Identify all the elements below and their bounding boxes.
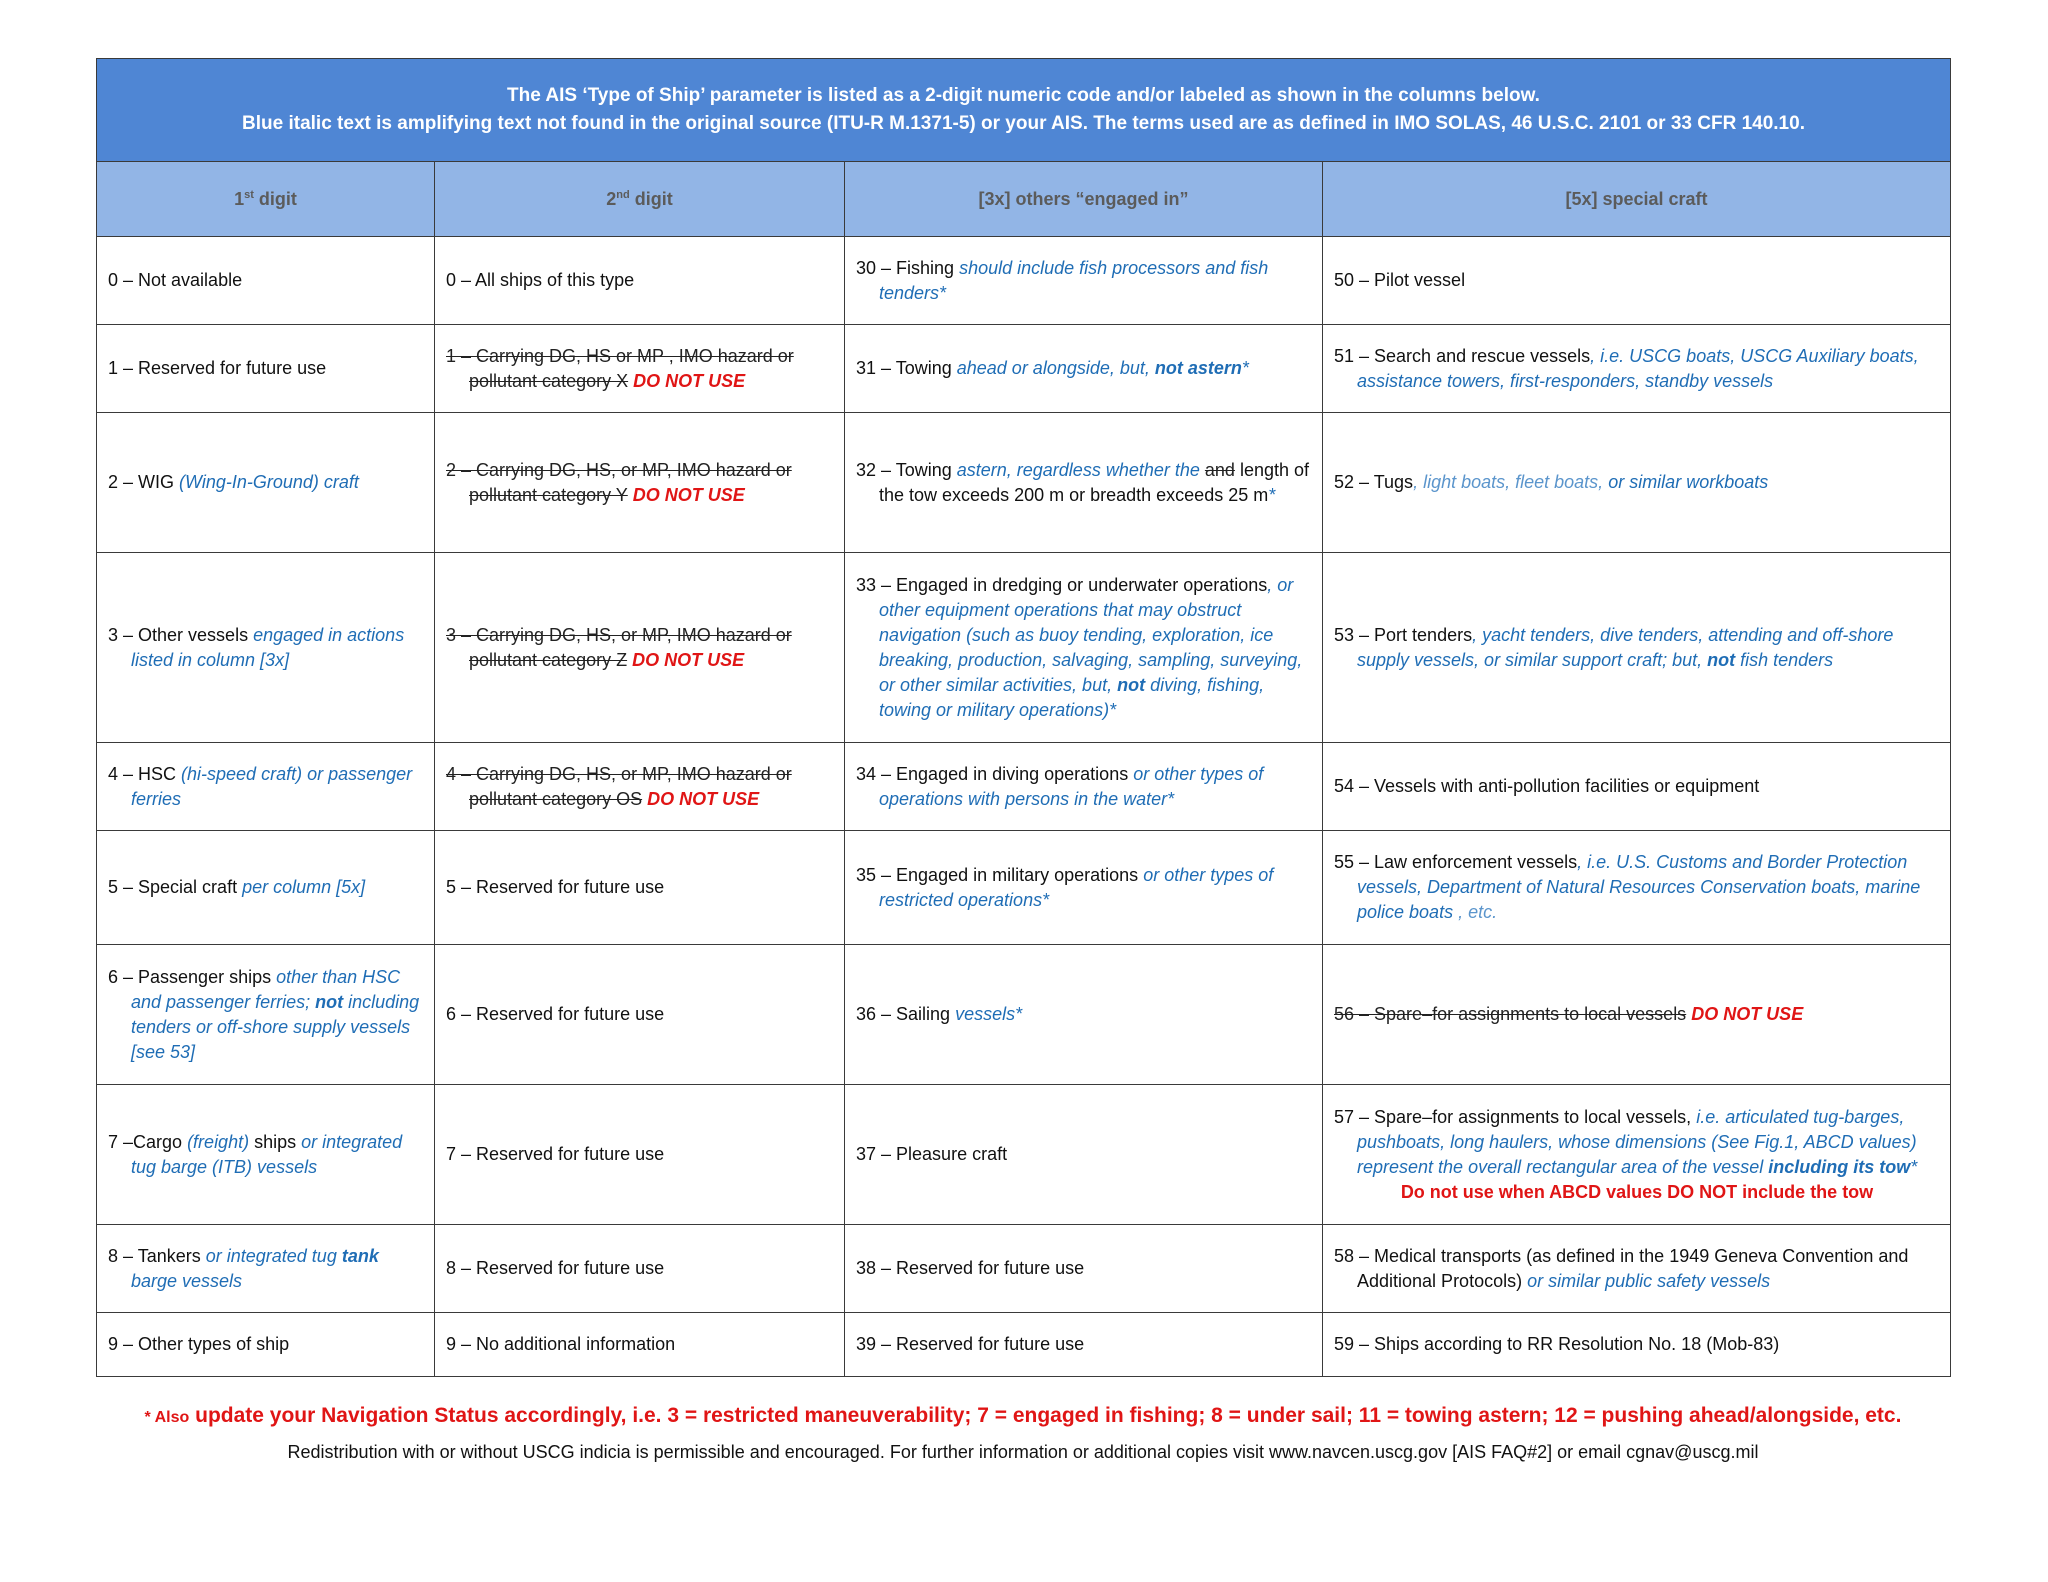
cell-segment: other than HSC and passenger ferries; <box>131 966 401 1012</box>
cell-segment: 5 – Reserved for future use <box>446 877 665 897</box>
table-cell <box>845 237 1323 325</box>
table-cell <box>845 1313 1323 1377</box>
cell-segment: 9 – Other types of ship <box>108 1334 290 1354</box>
cell-segment: (hi-speed craft) or passenger ferries <box>131 763 413 809</box>
cell-segment: , i.e. USCG boats, USCG Auxiliary boats, assistance towers, first-responders, standby vessels <box>1357 345 1919 391</box>
table-cell <box>97 413 435 553</box>
table-cell <box>97 831 435 945</box>
cell-segment: 0 – Not available <box>108 270 243 290</box>
cell-text <box>1334 470 1940 495</box>
cell-segment: 52 – Tugs <box>1334 472 1414 492</box>
cell-text <box>856 1332 1312 1357</box>
cell-segment: , i.e. U.S. Customs and Border Protection vessels, Department of Natural Resources Conservation boats, marine police boats <box>1357 852 1921 922</box>
cell-text <box>1334 268 1940 293</box>
cell-segment: not <box>315 991 344 1012</box>
cell-text <box>1334 1105 1940 1180</box>
cell-segment: (freight) <box>187 1131 250 1152</box>
cell-segment: or integrated tug <box>205 1245 342 1266</box>
table-cell <box>435 1313 845 1377</box>
column-header-first-digit <box>97 162 435 237</box>
cell-text <box>856 458 1312 508</box>
cell-text <box>446 875 834 900</box>
table-row <box>97 413 1951 553</box>
table-cell <box>1323 743 1951 831</box>
cell-segment: astern, regardless whether the <box>956 459 1205 480</box>
cell-segment: fish tenders <box>1735 649 1834 670</box>
cell-segment: DO NOT USE <box>1686 1004 1804 1024</box>
cell-text <box>856 863 1312 913</box>
column-header-second-digit <box>435 162 845 237</box>
cell-text <box>108 356 424 381</box>
table-cell <box>435 413 845 553</box>
cell-segment: length of the tow exceeds 200 m or breadth exceeds 25 m <box>879 459 1309 505</box>
table-cell <box>435 325 845 413</box>
cell-segment: 3 – Other vessels <box>108 624 254 645</box>
table-row <box>97 325 1951 413</box>
cell-segment: 38 – Reserved for future use <box>856 1258 1085 1278</box>
table-cell <box>435 237 845 325</box>
cell-text <box>1334 774 1940 799</box>
cell-text <box>108 623 424 673</box>
table-cell <box>1323 831 1951 945</box>
table-row <box>97 743 1951 831</box>
header-rest: digit <box>629 188 673 209</box>
cell-text <box>446 623 834 673</box>
cell-segment: 3 – Carrying DG, HS, or MP, IMO hazard or pollutant category Z <box>446 624 792 670</box>
cell-segment: 4 – HSC <box>108 763 182 784</box>
cell-segment: 7 – Reserved for future use <box>446 1144 665 1164</box>
table-row <box>97 831 1951 945</box>
cell-text <box>856 762 1312 812</box>
column-header-5x: [5x] special craft <box>1323 162 1951 237</box>
table-cell <box>435 945 845 1085</box>
cell-text <box>446 268 834 293</box>
cell-segment: (Wing-In-Ground) craft <box>179 472 359 492</box>
cell-segment: 7 –Cargo <box>108 1131 188 1152</box>
cell-text <box>1334 344 1940 394</box>
cell-segment: 56 – Spare–for assignments to local vessels <box>1334 1004 1687 1024</box>
cell-segment: or similar public safety vessels <box>1527 1270 1771 1291</box>
cell-segment: DO NOT USE <box>642 788 760 809</box>
cell-text <box>446 1002 834 1027</box>
footer-redistribution: Redistribution with or without USCG indicia is permissible and encouraged. For further information or additional copies visit www.navcen.uscg.gov [AIS FAQ#2] or email cgnav@uscg.mil <box>287 1442 1759 1462</box>
table-cell <box>435 831 845 945</box>
cell-text <box>108 1332 424 1357</box>
table-cell <box>1323 945 1951 1085</box>
banner-line-1: The AIS ‘Type of Ship’ parameter is listed as a 2-digit numeric code and/or labeled as shown in the columns below. <box>507 85 1540 106</box>
cell-warning-note: Do not use when ABCD values DO NOT include the tow <box>1400 1181 1874 1202</box>
footer-nav-status-note <box>96 1404 1950 1428</box>
cell-text <box>1334 1332 1940 1357</box>
cell-segment: , etc. <box>1458 902 1498 922</box>
cell-segment: not <box>1707 649 1736 670</box>
cell-segment: engaged in actions listed in column [3x] <box>131 624 405 670</box>
table-cell <box>97 1313 435 1377</box>
cell-segment: 8 – Reserved for future use <box>446 1258 665 1278</box>
table-cell <box>97 945 435 1085</box>
cell-text <box>446 344 834 394</box>
cell-text <box>1334 1244 1940 1294</box>
column-header-3x: [3x] others “engaged in” <box>845 162 1323 237</box>
cell-segment: * <box>1910 1156 1918 1177</box>
table-cell <box>97 237 435 325</box>
table-cell <box>1323 1225 1951 1313</box>
table-cell <box>97 1085 435 1225</box>
ais-type-table <box>96 58 1951 1377</box>
cell-segment: , yacht tenders, dive tenders, attending and off-shore supply vessels, or similar support craft; but, <box>1357 624 1894 670</box>
cell-text <box>446 1256 834 1281</box>
cell-segment: 33 – Engaged in dredging or underwater operations <box>856 574 1268 595</box>
cell-segment: 30 – Fishing <box>856 257 960 278</box>
table-cell <box>97 325 435 413</box>
table-cell <box>97 1225 435 1313</box>
table-row <box>97 553 1951 743</box>
cell-segment: or integrated tug barge (ITB) vessels <box>131 1131 403 1177</box>
cell-segment: or similar workboats <box>1608 472 1769 492</box>
cell-segment: 1 – Carrying DG, HS or MP , IMO hazard or pollutant category X <box>446 345 794 391</box>
cell-segment: 6 – Passenger ships <box>108 966 277 987</box>
cell-segment: and <box>1204 459 1235 480</box>
cell-segment: 54 – Vessels with anti-pollution facilities or equipment <box>1334 776 1760 796</box>
table-cell <box>435 553 845 743</box>
cell-text <box>108 965 424 1065</box>
cell-segment: DO NOT USE <box>627 649 745 670</box>
cell-text <box>108 762 424 812</box>
cell-segment: 6 – Reserved for future use <box>446 1004 665 1024</box>
table-cell <box>1323 1313 1951 1377</box>
table-cell <box>845 553 1323 743</box>
table-row <box>97 1085 1951 1225</box>
table-cell <box>1323 237 1951 325</box>
cell-text <box>1334 623 1940 673</box>
cell-segment: diving, fishing, towing or military operations)* <box>879 674 1265 720</box>
cell-segment: 34 – Engaged in diving operations <box>856 763 1134 784</box>
cell-segment: DO NOT USE <box>628 370 746 391</box>
cell-segment: 50 – Pilot vessel <box>1334 270 1466 290</box>
table-cell <box>1323 553 1951 743</box>
header-sup: nd <box>616 188 630 201</box>
cell-segment: 32 – Towing <box>856 459 957 480</box>
cell-segment: tank <box>341 1245 379 1266</box>
cell-text <box>856 573 1312 723</box>
header-num: 2 <box>606 188 617 209</box>
table-cell <box>845 1225 1323 1313</box>
cell-segment: including tenders or off-shore supply vessels [see 53] <box>131 991 420 1062</box>
cell-segment: ahead or alongside, but, <box>956 358 1155 378</box>
cell-text <box>856 256 1312 306</box>
table-row <box>97 1225 1951 1313</box>
table-cell <box>435 743 845 831</box>
cell-segment: i.e. articulated tug-barges, pushboats, long haulers, whose dimensions (See Fig.1, ABCD values) represent the overall rectangular area of the vessel <box>1357 1106 1917 1177</box>
cell-segment: , or other equipment operations that may obstruct navigation (such as buoy tending, exploration, ice breaking, production, salvaging, sampling, surveying, or other similar activities, but, <box>879 574 1303 695</box>
cell-segment: 37 – Pleasure craft <box>856 1144 1008 1164</box>
cell-text <box>108 470 424 495</box>
table-cell <box>1323 325 1951 413</box>
cell-text <box>856 1002 1312 1027</box>
header-num: 1 <box>234 188 245 209</box>
cell-segment: 31 – Towing <box>856 358 957 378</box>
cell-segment: not astern <box>1154 358 1242 378</box>
table-cell <box>845 325 1323 413</box>
cell-segment: 39 – Reserved for future use <box>856 1334 1085 1354</box>
cell-segment: 5 – Special craft <box>108 877 243 897</box>
cell-segment: DO NOT USE <box>627 484 745 505</box>
cell-text <box>446 1142 834 1167</box>
footer-star-text: update your Navigation Status accordingly, i.e. 3 = restricted maneuverability; 7 = engaged in fishing; 8 = under sail; 11 = towing astern; 12 = pushing ahead/alongside, etc. <box>189 1404 1902 1427</box>
cell-text <box>446 762 834 812</box>
cell-segment: 51 – Search and rescue vessels <box>1334 345 1591 366</box>
banner-line-2: Blue italic text is amplifying text not found in the original source (ITU-R M.1371-5) or your AIS. The terms used are as defined in IMO SOLAS, 46 U.S.C. 2101 or 33 CFR 140.10. <box>242 113 1805 134</box>
table-row <box>97 1313 1951 1377</box>
cell-segment: 53 – Port tenders <box>1334 624 1473 645</box>
table-cell <box>845 743 1323 831</box>
cell-segment: vessels* <box>955 1004 1023 1024</box>
cell-segment: per column [5x] <box>242 877 366 897</box>
cell-text <box>108 1130 424 1180</box>
cell-segment: 4 – Carrying DG, HS, or MP, IMO hazard or pollutant category OS <box>446 763 792 809</box>
cell-segment: 8 – Tankers <box>108 1245 206 1266</box>
cell-text <box>856 1256 1312 1281</box>
ais-type-of-ship-sheet <box>96 58 1950 1377</box>
cell-segment: 0 – All ships of this type <box>446 270 635 290</box>
cell-segment: ships <box>249 1131 302 1152</box>
cell-segment: 2 – WIG <box>108 472 180 492</box>
table-cell <box>97 743 435 831</box>
cell-segment: not <box>1117 674 1146 695</box>
cell-text <box>446 1332 834 1357</box>
table-cell <box>845 1085 1323 1225</box>
table-cell <box>845 831 1323 945</box>
table-cell <box>435 1225 845 1313</box>
cell-segment: 1 – Reserved for future use <box>108 358 327 378</box>
cell-text <box>446 458 834 508</box>
cell-segment: 2 – Carrying DG, HS, or MP, IMO hazard or pollutant category Y <box>446 459 792 505</box>
header-rest: digit <box>253 188 297 209</box>
cell-segment: , light boats, fleet boats, <box>1413 472 1609 492</box>
footer-star-prefix: * Also <box>144 1409 190 1426</box>
cell-segment: or other types of operations with persons in the water* <box>879 763 1264 809</box>
table-cell <box>435 1085 845 1225</box>
header-sup: st <box>244 188 254 201</box>
cell-segment: 59 – Ships according to RR Resolution No. 18 (Mob-83) <box>1334 1334 1780 1354</box>
cell-segment: including its tow <box>1768 1156 1911 1177</box>
table-cell <box>1323 413 1951 553</box>
table-cell <box>97 553 435 743</box>
cell-text <box>856 1142 1312 1167</box>
cell-text <box>108 875 424 900</box>
table-cell <box>1323 1085 1951 1225</box>
cell-segment: 36 – Sailing <box>856 1004 956 1024</box>
cell-segment: * <box>1241 358 1249 378</box>
table-cell <box>845 945 1323 1085</box>
cell-segment: or other types of restricted operations* <box>879 864 1274 910</box>
cell-segment: 57 – Spare–for assignments to local vessels, <box>1334 1106 1697 1127</box>
table-row <box>97 237 1951 325</box>
cell-text <box>856 356 1312 381</box>
cell-segment: 58 – Medical transports (as defined in the 1949 Geneva Convention and Additional Protocols) <box>1334 1245 1909 1291</box>
cell-segment: should include fish processors and fish tenders* <box>879 257 1269 303</box>
table-banner <box>97 59 1951 162</box>
cell-segment: 9 – No additional information <box>446 1334 676 1354</box>
table-body <box>97 237 1951 1377</box>
table-row <box>97 945 1951 1085</box>
cell-text <box>108 1244 424 1294</box>
cell-segment: * <box>1268 484 1276 505</box>
cell-text <box>108 268 424 293</box>
cell-segment: 55 – Law enforcement vessels <box>1334 852 1578 872</box>
cell-text <box>1334 1002 1940 1027</box>
table-cell <box>845 413 1323 553</box>
cell-segment: 35 – Engaged in military operations <box>856 864 1144 885</box>
cell-text <box>1334 850 1940 925</box>
cell-segment: barge vessels <box>131 1270 243 1291</box>
